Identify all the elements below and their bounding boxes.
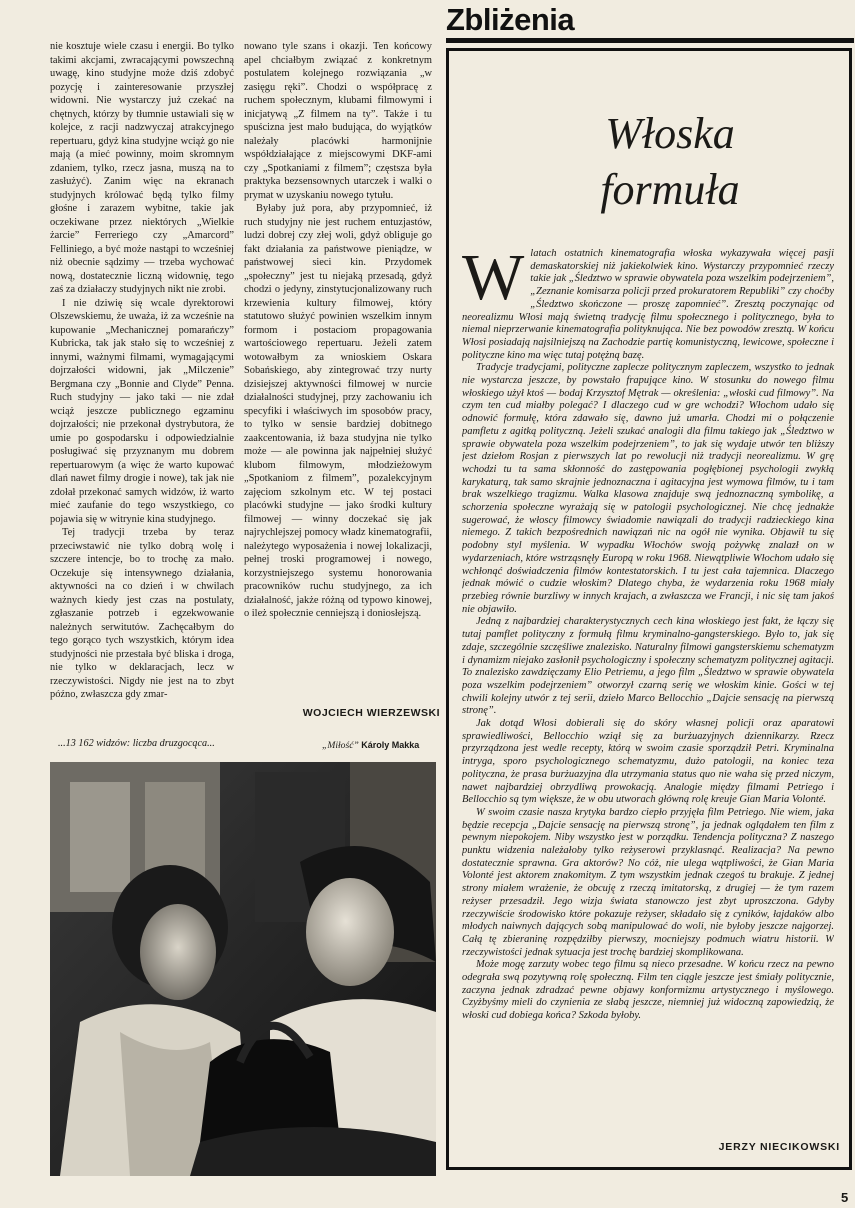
film-director: Károly Makka — [361, 740, 420, 750]
paragraph: nie kosztuje wiele czasu i energii. Bo tylko takimi akcjami, zwracającymi powszechną uwagę, kino studyjne może dziś zdobyć pozycję i zainteresowanie przyszłej widowni. Nie wystarczy już czekać na chętnych, którzy by tłumnie ustawiali się w kolejce, z racji nadzwyczaj atrakcyjnego repertuaru, gdyż kina studyjne wciąż go nie mają (a mieć powinny, moim skromnym zdaniem, tylko, rzecz jasna, muszą na to zasłużyć). Zanim więc na ekranach studyjnych królować będą tylko filmy głośne i zarazem wybitne, takie jak oczekiwane przez niektórych „Wielkie żarcie” Ferreriego czy „Amarcord” Felliniego, a być może nastąpi to wcześniej niż obecnie sądzimy — trzeba wychować nową, dostatecznie liczną widownię, tego zaś za działaczy studyjnych nikt nie zrobi. — [50, 41, 234, 295]
article-title — [540, 106, 800, 218]
paragraph: Tradycje tradycjami, polityczne zaplecze politycznym zapleczem, wszystko to jednak nie wystarcza jeszcze, by powstało frapujące kino. W stosunku do nowego filmu włoskiego użył ktoś — bodaj Krzysztof Mętrak — określenia: „włoski cud filmowy”. Na czym ten cud miałby polegać? I dlaczego cud w gre wchodzi? Włochom udało się odnowić formułę, która zdawało się, dawno już umarła. Chodzi mi o połączenie pamfletu z agitką polityczną. Jeżeli szukać analogii dla filmu takiego jak „Śledztwo w sprawie obywatela poza wszelkim podejrzeniem”, to jak się wydaje utwór ten bliższy jest dziełom Rosjan z pierwszych lat po rewolucji niż tradycji neorealizmu. W grę wchodzi tu ta sama skłonność do zastępowania pogłębionej psychologii zwykłą karykaturą, tak samo skrajnie jednoznaczna i agitacyjna jest wymowa filmów, tu i tam brak wszelkiego tragizmu. Walka klasowa znajduje swą jednoznaczną symbolikę, a schorzenia społeczne wyrażają się w patologii psychologicznej. Nie chcę jednakże sugerować, że włoscy filmowcy świadomie nawiązali do tradycji radzieckiego kina niemego. Z takich bezpośrednich nawiązań nic na ogół nie wynika. Objawił tu się podobny styl myślenia. W wypadku Włochów swoją pożywkę znalazł on w wydarzeniach, które wstrząsnęły Europą w roku 1968. Niewątpliwie Włochom udało się wchłonąć doświadczenia filmów kontestatorskich. I tu jest cała tajemnica. Dlaczego jednak mówić o cudzie włoskim? Dlatego chyba, że wydarzenia roku 1968 miały przebieg równie burzliwy w innych krajach, a zwłaszcza we Francji, i nic się tam jakoś nie objawiło. — [462, 362, 834, 615]
paragraph: nowano tyle szans i okazji. Ten końcowy apel chciałbym związać z konkretnym postulatem kolejnego rozwiązania „w zasięgu ręki”. Chodzi o współpracę z ruchem społecznym, klubami filmowymi i inicjatywą „Z filmem na ty”. Także i tu spuścizna jest mało budująca, do wyjątków należały placówki harmonijnie współdziałające z miejscowymi DKF-ami czy „Spotkaniami z filmem”; częstsza była praktyka bezsensownych utarczek i walki o prymat w uzyskaniu nowego tytułu. — [244, 41, 432, 201]
paragraph: Byłaby już pora, aby przypomnieć, iż ruch studyjny nie jest ruchem entuzjastów, ludzi dobrej czy złej woli, gdyż obliguje go fakt działania za państwowe pieniądze, w państwowej sieci kin. Przydomek „społeczny” jest tu niejaką przesadą, gdyż chodzi o jedyny, zinstytucjonalizowany ruch krzewienia kultury filmowej, który statutowo służyć powinien wszelkim innym formom i postaciom propagowania wartościowego repertuaru. Jeżeli zatem wotowałbym za wnioskiem Oskara Sobańskiego, aby zintegrować trzy nurty dzisiejszej aktywności filmowej w nurcie działalności studyjnej, przy zachowaniu ich specyfiki i właściwych im sposobów pracy, to tylko w sensie bardziej dobitnego zaakcentowania, iż baza studyjna nie tylko może — ale powinna jak najpełniej służyć klubom filmowym, młodzieżowym „Spotkaniom z filmem”, pozalekcyjnym zajęciom szkolnym etc. W tej postaci placówki studyjne — jako środki kultury filmowej — winny doczekać się jak najrychlejszej pomocy władz kinematografii, należytego wyposażenia i nowej lokalizacji, pełnej troski programowej i nowego, korzystniejszego systemu honorowania pracowników ruchu studyjnego, za ich działalność, jakże różną od typowo kinowej, o ileż społecznie cenniejszą i doniosłejszą. — [244, 203, 432, 619]
left-article-column-2 — [244, 40, 432, 715]
photo-caption-left: ...13 162 widzów: liczba druzgocąca... — [58, 738, 215, 749]
paragraph — [462, 248, 834, 362]
author-signature-right: JERZY NIECIKOWSKI — [718, 1141, 840, 1153]
right-article-body — [462, 248, 834, 1138]
section-tag: Zbliżenia — [446, 2, 575, 37]
paragraph-text: latach ostatnich kinematografia włoska wykazywała więcej pasji demaskatorskiej niż jakiekolwiek kino. Wystarczy przypomnieć rzeczy takie jak „Śledztwo w sprawie obywatela poza wszelkim podejrzeniem”, „Zeznanie komisarza policji przed prokuratorem Republiki” czy choćby „Śledztwo skończone — proszę zapomnieć”. Zresztą poczynając od neorealizmu Włosi mają świetną tradycję filmu społecznego i politycznego, była to niemal nieprzerwanie kinematografia polityknująca. Nie bez powodów zresztą. W końcu Włosi posiadają najsilniejszą na Zachodzie partię komunistyczną, lewicowe, społeczne i polityczne kino ma więc tutaj potężną bazę. — [462, 248, 834, 361]
page-number: 5 — [841, 1190, 849, 1205]
paragraph: Tej tradycji trzeba by teraz przeciwstawić nie tylko dobrą wolę i szczere intencje, bo to trochę za mało. Oczekuje się intensywnego działania, aktywności na co dzień i w chwilach ważnych kiedy jest czas na postulaty, zgłaszanie potrzeb i egzekwowanie należnych serwitutów. Zachęcałbym do tego gorąco tych wszystkich, którym idea studyjności nie przestała być bliska i droga, nie tylko w deklaracjach, lecz w rzeczywistości. Nigdy nie jest na to zbyt późno, zwłaszcza gdy zmar- — [50, 527, 234, 700]
film-still-photo — [50, 762, 436, 1176]
title-line: Włoska — [605, 109, 735, 158]
drop-cap: W — [462, 248, 525, 314]
author-signature-left: WOJCIECH WIERZEWSKI — [302, 707, 440, 719]
film-title: „Miłość” — [322, 740, 359, 751]
film-still-illustration — [50, 762, 436, 1176]
paragraph: Jak dotąd Włosi dobierali się do skóry własnej policji oraz aparatowi sprawiedliwości, Bellocchio wziął się za burżuazyjnych dziennikarzy. Rzecz przyrządzona jest wedle recepty, którą w swoim czasie sporządził Petri. Kryminalna intryga, sporo psychologicznego schematyzmu, dużo patologii, na koniec teza polityczna, że prasa burżuazyjna dla utrzymania status quo nie waha się przed niczym, nawet najbardziej obrzydliwą prowokacją. Analogie między filmami Petriego i Bellocchio są tym większe, że w obu utworach główną rolę kreuje Gian Maria Volonté. — [462, 718, 834, 806]
paragraph: Jedną z najbardziej charakterystycznych cech kina włoskiego jest fakt, że łączy się tutaj pamflet polityczny z formułą filmu kryminalno-gangsterskiego. Było to, jak się zdaje, szczególnie szczęśliwe znalezisko. Naturalny filmowi gangsterskiemu schematyzm i dynamizm niejako zasłonił psychologiczny i społeczny schematyzm politycznej agitacji. To znalezisko zawdzięczamy Elio Petriemu, a jego film „Śledztwo w sprawie obywatela poza wszelkim podejrzeniem” otworzył czarną serię we włoskim kinie. Gości w tej chwili kolejny utwór z tej serii, dzieło Marco Bellocchio „Dajcie sensację na pierwszą stronę”. — [462, 616, 834, 717]
paragraph: W swoim czasie nasza krytyka bardzo ciepło przyjęła film Petriego. Nie wiem, jaka będzie recepcja „Dajcie sensację na pierwszą stronę”, ja jednak oglądałem ten film z pewnym niepokojem. Niby wszystko jest w porządku. Tendencja polityczna? Z naszego punktu widzenia należałoby tylko reżyserowi przyklasnąć. Realizacja? Na pewno dostatecznie sprawna. Gra aktorów? No cóż, nie ulega wątpliwości, że Gian Maria Volonté jest aktorem znakomitym. Z tym wszystkim jednak czegoś tu brakuje. Z jednej strony miałem wrażenie, że obcuję z rzeczą imitatorską, z drugiej — że tym razem reżyser przesadził. Jego wizja świata stanowczo jest zbyt uproszczona. Gdyby rzeczywiście środowisko które pokazuje reżyser, składało się z cyników, łajdaków albo młodych naiwnych dających sobą manipulować do woli, nie byłoby jeszcze najgorzej. Całą tę zbieraninę rozpędziłby pierwszy, mocniejszy podmuch wiatru historii. W rzeczywistości jednak sytuacja jest trochę bardziej skomplikowana. — [462, 806, 834, 958]
photo-caption-right — [322, 740, 419, 751]
paragraph: Może mogę zarzuty wobec tego filmu są nieco przesadne. W końcu rzecz na pewno odegrała swą pozytywną rolę społeczną. Film ten ciągle jeszcze jest śmiały politycznie, zaczyna jednak zdradzać pewne objawy konformizmu artystycznego i myślowego. Czyżbyśmy mieli do czynienia ze słabą jeszcze, niemniej już widoczną zapowiedzią, że włoski cud dobiega końca? Szkoda byłoby. — [462, 959, 834, 1022]
header-rule — [446, 38, 854, 43]
title-line: formuła — [600, 165, 740, 214]
left-article-column-1 — [50, 40, 234, 740]
paragraph: I nie dziwię się wcale dyrektorowi Olszewskiemu, że uważa, iż za wcześnie na kupowanie „Mechanicznej pomarańczy” Kubricka, tak jak stało się to wcześniej z innymi, ważnymi filmami, wymagającymi dojrzałości widowni, jak „Milczenie” Bergmana czy „Bonnie and Clyde” Penna. Ruch studyjny — jako taki — nie zdał wciąż jeszcze publicznego egzaminu dojrzałości; nie przekonał dystrybutora, że umie po gospodarsku i odpowiedzialnie posługiwać się przyznanym mu dobrem repertuarowym (a więc że warto kupować dlań nawet filmy drogie i nowe), tak jak nie zdołał przekonać samych widzów, iż warto mieć zaufanie do tego wszystkiego, co pojawia się w witrynie kina studyjnego. — [50, 297, 234, 525]
